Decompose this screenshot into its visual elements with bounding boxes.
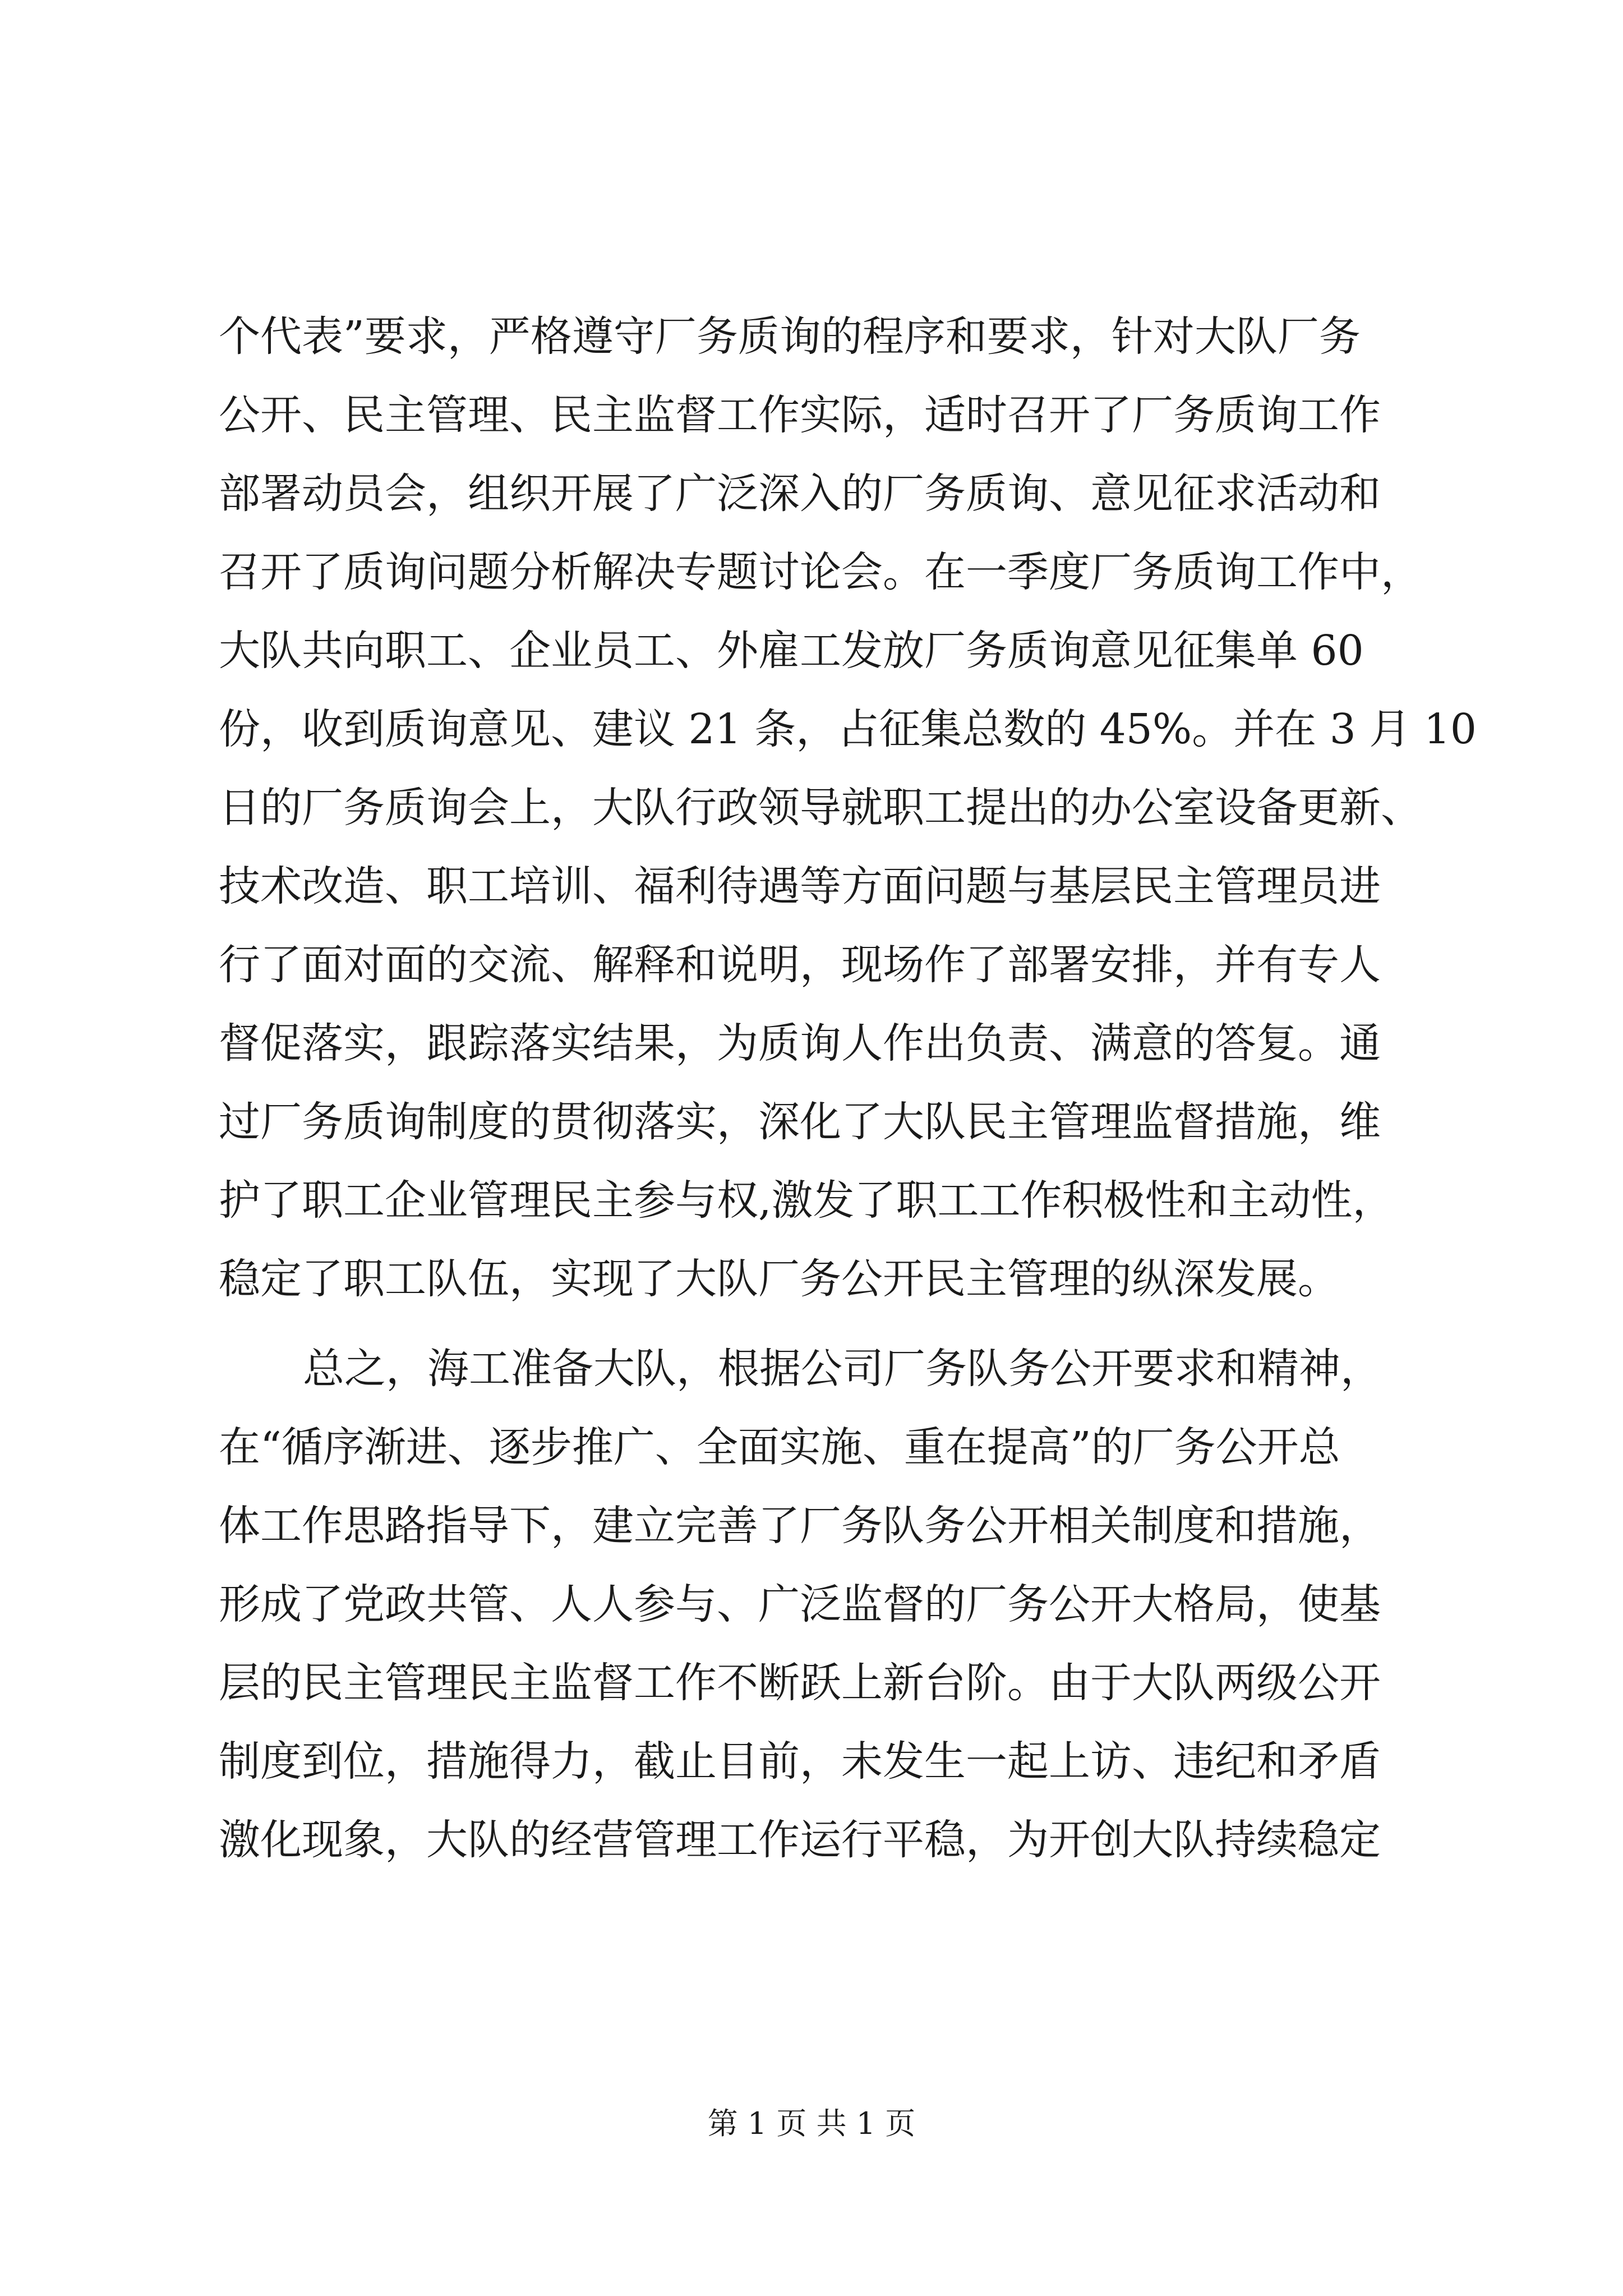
body-line: 护了职工企业管理民主参与权,激发了职工工作积极性和主动性， — [219, 1176, 1394, 1225]
body-line: 过厂务质询制度的贯彻落实，深化了大队民主管理监督措施，维 — [219, 1098, 1381, 1146]
body-line: 形成了党政共管、人人参与、广泛监督的厂务公开大格局，使基 — [219, 1580, 1381, 1628]
body-line: 层的民主管理民主监督工作不断跃上新台阶。由于大队两级公开 — [219, 1659, 1381, 1707]
body-line: 体工作思路指导下，建立完善了厂务队务公开相关制度和措施， — [219, 1502, 1381, 1550]
body-line: 技术改造、职工培训、福利待遇等方面问题与基层民主管理员进 — [219, 862, 1381, 910]
paragraph-first-line: 总之，海工准备大队，根据公司厂务队务公开要求和精神， — [303, 1345, 1382, 1393]
body-line: 制度到位，措施得力，截止目前，未发生一起上访、违纪和矛盾 — [219, 1737, 1381, 1786]
body-line: 督促落实，跟踪落实结果，为质询人作出负责、满意的答复。通 — [219, 1019, 1381, 1068]
body-line: 召开了质询问题分析解决专题讨论会。在一季度厂务质询工作中， — [219, 548, 1422, 596]
body-line: 在“循序渐进、逐步推广、全面实施、重在提高”的厂务公开总 — [219, 1423, 1340, 1471]
body-line: 部署动员会，组织开展了广泛深入的厂务质询、意见征求活动和 — [219, 470, 1381, 518]
body-line: 个代表”要求，严格遵守厂务质询的程序和要求，针对大队厂务 — [219, 312, 1361, 361]
body-line: 大队共向职工、企业员工、外雇工发放厂务质询意见征集单 60 — [219, 627, 1364, 675]
body-line: 激化现象，大队的经营管理工作运行平稳，为开创大队持续稳定 — [219, 1816, 1381, 1864]
body-line: 份，收到质询意见、建议 21 条，占征集总数的 45%。并在 3 月 10 — [219, 705, 1477, 753]
body-line: 日的厂务质询会上，大队行政领导就职工提出的办公室设备更新、 — [219, 784, 1422, 832]
body-line: 行了面对面的交流、解释和说明，现场作了部署安排，并有专人 — [219, 941, 1381, 989]
body-line: 公开、民主管理、民主监督工作实际，适时召开了厂务质询工作 — [219, 391, 1381, 439]
body-line: 稳定了职工队伍，实现了大队厂务公开民主管理的纵深发展。 — [219, 1255, 1339, 1303]
page-footer: 第 1 页 共 1 页 — [707, 2106, 916, 2141]
